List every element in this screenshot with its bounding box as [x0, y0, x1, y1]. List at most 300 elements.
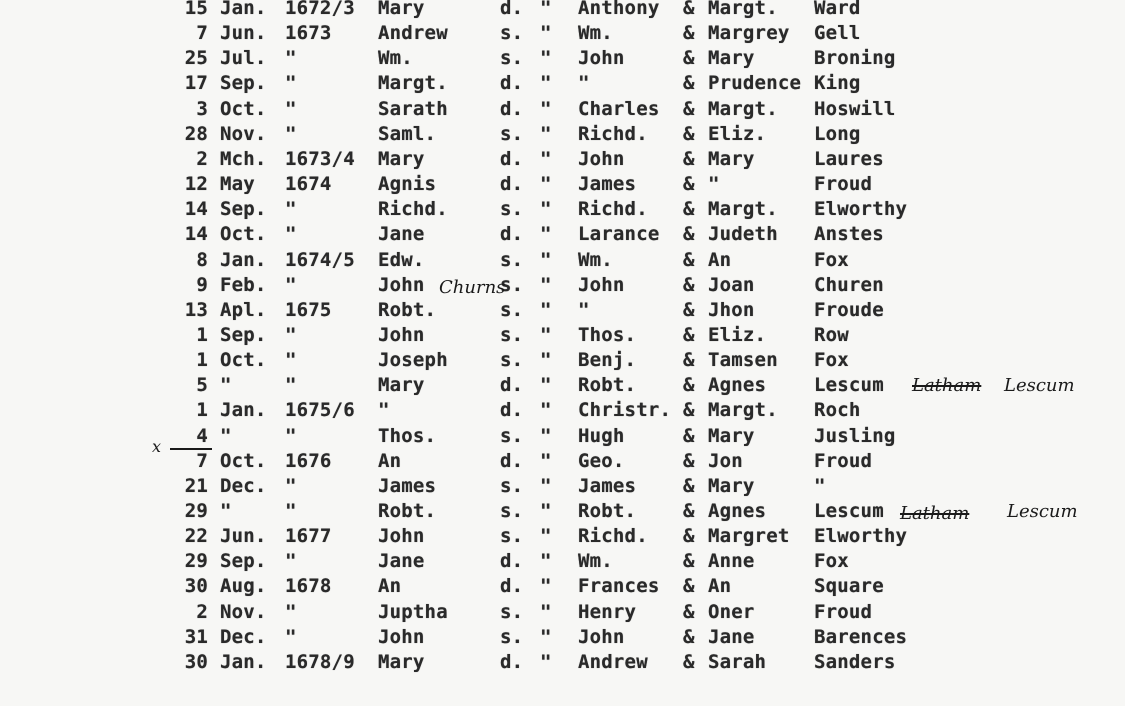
register-surname: Sanders: [814, 650, 896, 673]
register-sex: s.: [500, 424, 524, 447]
register-mother: Mary: [708, 424, 755, 447]
register-name: Margt.: [378, 72, 448, 95]
register-amp: &: [683, 147, 695, 170]
register-sex: d.: [500, 399, 524, 422]
register-surname: Fox: [814, 349, 849, 372]
register-surname: Churen: [814, 273, 884, 296]
register-ditto: ": [540, 650, 552, 673]
register-day: 12: [184, 173, 208, 196]
register-ditto: ": [540, 47, 552, 70]
register-year: 1673/4: [285, 147, 355, 170]
register-father: Andrew: [578, 650, 648, 673]
register-name: Mary: [378, 0, 425, 19]
register-surname: Barences: [814, 625, 908, 648]
register-sex: d.: [500, 374, 524, 397]
margin-mark-line: [170, 448, 212, 450]
register-month: Oct.: [220, 449, 267, 472]
register-surname: Gell: [814, 22, 861, 45]
register-amp: &: [683, 223, 695, 246]
register-ditto: ": [540, 500, 552, 522]
register-year: ": [285, 72, 297, 95]
register-month: Nov.: [220, 600, 267, 623]
register-ditto: ": [540, 550, 552, 573]
register-surname: Broning: [814, 47, 896, 70]
register-row: [0, 97, 1125, 122]
register-month: Oct.: [220, 223, 267, 246]
register-year: 1672/3: [285, 0, 355, 19]
register-row: [0, 398, 1125, 423]
register-year: ": [285, 600, 297, 623]
register-ditto: ": [540, 173, 552, 196]
register-father: John: [578, 47, 625, 70]
register-sex: s.: [500, 474, 524, 497]
register-surname: Lescum: [814, 374, 884, 397]
register-mother: Oner: [708, 600, 755, 623]
register-mother: Mary: [708, 47, 755, 70]
register-sex: s.: [500, 323, 524, 346]
register-day: 4: [196, 424, 208, 447]
register-ditto: ": [540, 248, 552, 271]
register-ditto: ": [540, 147, 552, 170]
register-father: Geo.: [578, 449, 625, 472]
register-sex: s.: [500, 600, 524, 623]
register-year: ": [285, 474, 297, 497]
register-name: Edw.: [378, 248, 425, 271]
register-day: 14: [184, 198, 208, 221]
register-row: [0, 46, 1125, 71]
register-surname: Froude: [814, 298, 884, 321]
register-mother: Mary: [708, 147, 755, 170]
margin-mark: x: [152, 437, 162, 456]
register-amp: &: [683, 399, 695, 422]
register-day: 29: [184, 550, 208, 573]
register-row: [0, 549, 1125, 574]
register-sex: d.: [500, 97, 524, 120]
register-surname: Elworthy: [814, 198, 908, 221]
register-sex: d.: [500, 0, 524, 19]
register-row: [0, 122, 1125, 147]
register-amp: &: [683, 22, 695, 45]
register-name: Agnis: [378, 173, 437, 196]
register-month: Dec.: [220, 625, 267, 648]
register-day: 17: [184, 72, 208, 95]
register-name: John: [378, 525, 425, 548]
register-ditto: ": [540, 625, 552, 648]
register-amp: &: [683, 349, 695, 372]
register-day: 8: [196, 248, 208, 271]
handwritten-note-churns: Churns: [439, 277, 506, 298]
register-mother: Margrey: [708, 22, 790, 45]
register-day: 1: [196, 349, 208, 372]
register-ditto: ": [540, 198, 552, 221]
register-amp: &: [683, 198, 695, 221]
register-surname: Froud: [814, 449, 873, 472]
register-father: Anthony: [578, 0, 660, 19]
register-mother: Agnes: [708, 374, 767, 397]
register-father: Thos.: [578, 323, 637, 346]
register-name: An: [378, 449, 402, 472]
register-name: Thos.: [378, 424, 437, 447]
register-amp: &: [683, 500, 695, 522]
register-mother: An: [708, 248, 732, 271]
register-year: ": [285, 500, 297, 522]
register-surname: Roch: [814, 399, 861, 422]
register-father: ": [578, 298, 590, 321]
register-month: ": [220, 374, 232, 397]
register-row: [0, 524, 1125, 549]
register-year: 1674: [285, 173, 332, 196]
register-year: 1675/6: [285, 399, 355, 422]
register-ditto: ": [540, 349, 552, 372]
register-row: [0, 273, 1125, 298]
register-ditto: ": [540, 72, 552, 95]
register-ditto: ": [540, 22, 552, 45]
register-amp: &: [683, 248, 695, 271]
register-month: Dec.: [220, 474, 267, 497]
register-father: James: [578, 474, 637, 497]
register-month: Jan.: [220, 650, 267, 673]
register-amp: &: [683, 449, 695, 472]
handwritten-note-lescum-2: Lescum: [1007, 501, 1078, 522]
register-day: 15: [184, 0, 208, 19]
register-surname: Long: [814, 122, 861, 145]
register-year: ": [285, 349, 297, 372]
register-month: May: [220, 173, 255, 196]
register-month: Feb.: [220, 273, 267, 296]
register-sex: s.: [500, 298, 524, 321]
register-day: 5: [196, 374, 208, 397]
register-ditto: ": [540, 273, 552, 296]
register-year: ": [285, 273, 297, 296]
register-sex: d.: [500, 173, 524, 196]
register-name: Mary: [378, 147, 425, 170]
register-ditto: ": [540, 600, 552, 623]
register-sex: s.: [500, 273, 524, 296]
register-name: Richd.: [378, 198, 448, 221]
register-father: Charles: [578, 97, 660, 120]
register-sex: d.: [500, 72, 524, 95]
register-mother: Jane: [708, 625, 755, 648]
register-ditto: ": [540, 298, 552, 321]
register-month: Sep.: [220, 72, 267, 95]
register-name: Juptha: [378, 600, 448, 623]
register-row: [0, 449, 1125, 474]
handwritten-struck-name: Latham: [912, 375, 982, 396]
register-surname: ": [814, 474, 826, 497]
register-father: John: [578, 273, 625, 296]
register-ditto: ": [540, 223, 552, 246]
register-surname: Fox: [814, 550, 849, 573]
register-year: ": [285, 223, 297, 246]
register-amp: &: [683, 575, 695, 598]
register-mother: Anne: [708, 550, 755, 573]
register-month: Apl.: [220, 298, 267, 321]
register-mother: Judeth: [708, 223, 778, 246]
register-ditto: ": [540, 399, 552, 422]
register-year: ": [285, 424, 297, 447]
register-surname: Jusling: [814, 424, 896, 447]
register-month: Sep.: [220, 323, 267, 346]
register-amp: &: [683, 600, 695, 623]
register-father: Christr.: [578, 399, 672, 422]
register-name: An: [378, 575, 402, 598]
register-amp: &: [683, 525, 695, 548]
register-year: 1673: [285, 22, 332, 45]
register-month: Jul.: [220, 47, 267, 70]
register-month: Aug.: [220, 575, 267, 598]
register-year: 1678: [285, 575, 332, 598]
register-surname: Row: [814, 323, 849, 346]
register-ditto: ": [540, 525, 552, 548]
register-father: Richd.: [578, 525, 648, 548]
register-amp: &: [683, 625, 695, 648]
register-father: James: [578, 173, 637, 196]
register-month: Oct.: [220, 97, 267, 120]
register-father: Richd.: [578, 122, 648, 145]
register-amp: &: [683, 298, 695, 321]
register-mother: Eliz.: [708, 323, 767, 346]
register-amp: &: [683, 550, 695, 573]
register-father: Henry: [578, 600, 637, 623]
register-sex: d.: [500, 223, 524, 246]
register-father: Frances: [578, 575, 660, 598]
register-amp: &: [683, 122, 695, 145]
register-father: Benj.: [578, 349, 637, 372]
register-mother: Tamsen: [708, 349, 778, 372]
register-father: Robt.: [578, 374, 637, 397]
register-day: 28: [184, 122, 208, 145]
register-row: [0, 222, 1125, 247]
register-ditto: ": [540, 449, 552, 472]
register-name: Jane: [378, 223, 425, 246]
register-sex: d.: [500, 550, 524, 573]
register-father: Wm.: [578, 248, 613, 271]
register-ditto: ": [540, 474, 552, 497]
register-month: Nov.: [220, 122, 267, 145]
register-mother: Margt.: [708, 0, 778, 19]
register-name: John: [378, 273, 425, 296]
register-mother: Prudence: [708, 72, 802, 95]
register-name: Mary: [378, 374, 425, 397]
register-surname: Fox: [814, 248, 849, 271]
register-row: [0, 600, 1125, 625]
register-ditto: ": [540, 374, 552, 397]
register-year: 1675: [285, 298, 332, 321]
register-year: ": [285, 625, 297, 648]
register-mother: Eliz.: [708, 122, 767, 145]
register-name: Robt.: [378, 500, 437, 522]
register-father: Wm.: [578, 22, 613, 45]
register-day: 2: [196, 600, 208, 623]
register-day: 1: [196, 399, 208, 422]
register-father: Hugh: [578, 424, 625, 447]
register-sex: s.: [500, 122, 524, 145]
register-ditto: ": [540, 323, 552, 346]
register-row: [0, 424, 1125, 449]
register-row: [0, 298, 1125, 323]
register-row: [0, 650, 1125, 675]
register-row: [0, 323, 1125, 348]
register-surname: Froud: [814, 173, 873, 196]
register-year: ": [285, 97, 297, 120]
register-amp: &: [683, 323, 695, 346]
register-month: ": [220, 424, 232, 447]
register-amp: &: [683, 0, 695, 19]
register-surname: Elworthy: [814, 525, 908, 548]
register-name: Jane: [378, 550, 425, 573]
register-sex: s.: [500, 500, 524, 522]
register-month: Jun.: [220, 525, 267, 548]
register-mother: An: [708, 575, 732, 598]
register-surname: Hoswill: [814, 97, 896, 120]
register-amp: &: [683, 97, 695, 120]
register-father: ": [578, 72, 590, 95]
register-row: [0, 147, 1125, 172]
register-day: 21: [184, 474, 208, 497]
register-row: [0, 172, 1125, 197]
register-amp: &: [683, 173, 695, 196]
register-amp: &: [683, 474, 695, 497]
register-day: 1: [196, 323, 208, 346]
register-father: Wm.: [578, 550, 613, 573]
register-mother: Mary: [708, 474, 755, 497]
register-name: Andrew: [378, 22, 448, 45]
register-sex: s.: [500, 625, 524, 648]
handwritten-note-lescum: Lescum: [1004, 375, 1075, 396]
register-day: 30: [184, 650, 208, 673]
register-name: James: [378, 474, 437, 497]
register-month: Jan.: [220, 248, 267, 271]
register-sex: s.: [500, 525, 524, 548]
register-row: [0, 248, 1125, 273]
register-surname: Laures: [814, 147, 884, 170]
register-name: Saml.: [378, 122, 437, 145]
register-row: [0, 71, 1125, 96]
register-sex: d.: [500, 147, 524, 170]
register-day: 30: [184, 575, 208, 598]
register-month: Mch.: [220, 147, 267, 170]
register-father: John: [578, 625, 625, 648]
register-ditto: ": [540, 122, 552, 145]
register-sex: s.: [500, 22, 524, 45]
register-sex: s.: [500, 47, 524, 70]
register-year: ": [285, 47, 297, 70]
register-mother: Jon: [708, 449, 743, 472]
register-year: 1676: [285, 449, 332, 472]
register-name: Sarath: [378, 97, 448, 120]
register-name: ": [378, 399, 390, 422]
register-ditto: ": [540, 424, 552, 447]
register-father: Richd.: [578, 198, 648, 221]
register-day: 25: [184, 47, 208, 70]
register-month: ": [220, 500, 232, 522]
register-month: Sep.: [220, 550, 267, 573]
register-father: Larance: [578, 223, 660, 246]
register-surname: Square: [814, 575, 884, 598]
register-surname: Lescum: [814, 500, 884, 522]
register-surname: Ward: [814, 0, 861, 19]
register-amp: &: [683, 424, 695, 447]
register-name: John: [378, 625, 425, 648]
register-year: ": [285, 550, 297, 573]
register-month: Jan.: [220, 0, 267, 19]
register-month: Oct.: [220, 349, 267, 372]
register-month: Jun.: [220, 22, 267, 45]
register-day: 7: [196, 22, 208, 45]
handwritten-struck-name-2: Latham: [900, 503, 970, 524]
register-year: ": [285, 374, 297, 397]
register-row: [0, 625, 1125, 650]
register-year: ": [285, 122, 297, 145]
register-father: Robt.: [578, 500, 637, 522]
register-amp: &: [683, 273, 695, 296]
register-row: [0, 0, 1125, 21]
register-day: 14: [184, 223, 208, 246]
register-year: 1677: [285, 525, 332, 548]
register-name: Robt.: [378, 298, 437, 321]
register-amp: &: [683, 47, 695, 70]
register-mother: ": [708, 173, 720, 196]
register-row: [0, 197, 1125, 222]
register-mother: Margt.: [708, 198, 778, 221]
register-year: ": [285, 323, 297, 346]
register-mother: Sarah: [708, 650, 767, 673]
register-day: 2: [196, 147, 208, 170]
register-mother: Margret: [708, 525, 790, 548]
register-mother: Agnes: [708, 500, 767, 522]
register-month: Jan.: [220, 399, 267, 422]
register-name: John: [378, 323, 425, 346]
register-day: 29: [184, 500, 208, 522]
register-ditto: ": [540, 0, 552, 19]
register-sex: s.: [500, 198, 524, 221]
register-surname: King: [814, 72, 861, 95]
register-year: ": [285, 198, 297, 221]
register-amp: &: [683, 650, 695, 673]
register-row: [0, 574, 1125, 599]
register-ditto: ": [540, 575, 552, 598]
register-row: [0, 474, 1125, 499]
register-sex: d.: [500, 575, 524, 598]
register-ditto: ": [540, 97, 552, 120]
register-day: 7: [196, 449, 208, 472]
register-surname: Anstes: [814, 223, 884, 246]
register-day: 3: [196, 97, 208, 120]
register-year: 1674/5: [285, 248, 355, 271]
register-month: Sep.: [220, 198, 267, 221]
register-sex: d.: [500, 650, 524, 673]
register-sex: s.: [500, 248, 524, 271]
register-mother: Joan: [708, 273, 755, 296]
register-name: Joseph: [378, 349, 448, 372]
register-amp: &: [683, 374, 695, 397]
register-amp: &: [683, 72, 695, 95]
register-row: [0, 348, 1125, 373]
register-name: Wm.: [378, 47, 413, 70]
register-day: 9: [196, 273, 208, 296]
register-surname: Froud: [814, 600, 873, 623]
register-day: 22: [184, 525, 208, 548]
register-father: John: [578, 147, 625, 170]
register-row: [0, 21, 1125, 46]
register-sex: d.: [500, 449, 524, 472]
register-mother: Margt.: [708, 399, 778, 422]
register-mother: Margt.: [708, 97, 778, 120]
register-name: Mary: [378, 650, 425, 673]
register-year: 1678/9: [285, 650, 355, 673]
register-sex: s.: [500, 349, 524, 372]
register-day: 13: [184, 298, 208, 321]
